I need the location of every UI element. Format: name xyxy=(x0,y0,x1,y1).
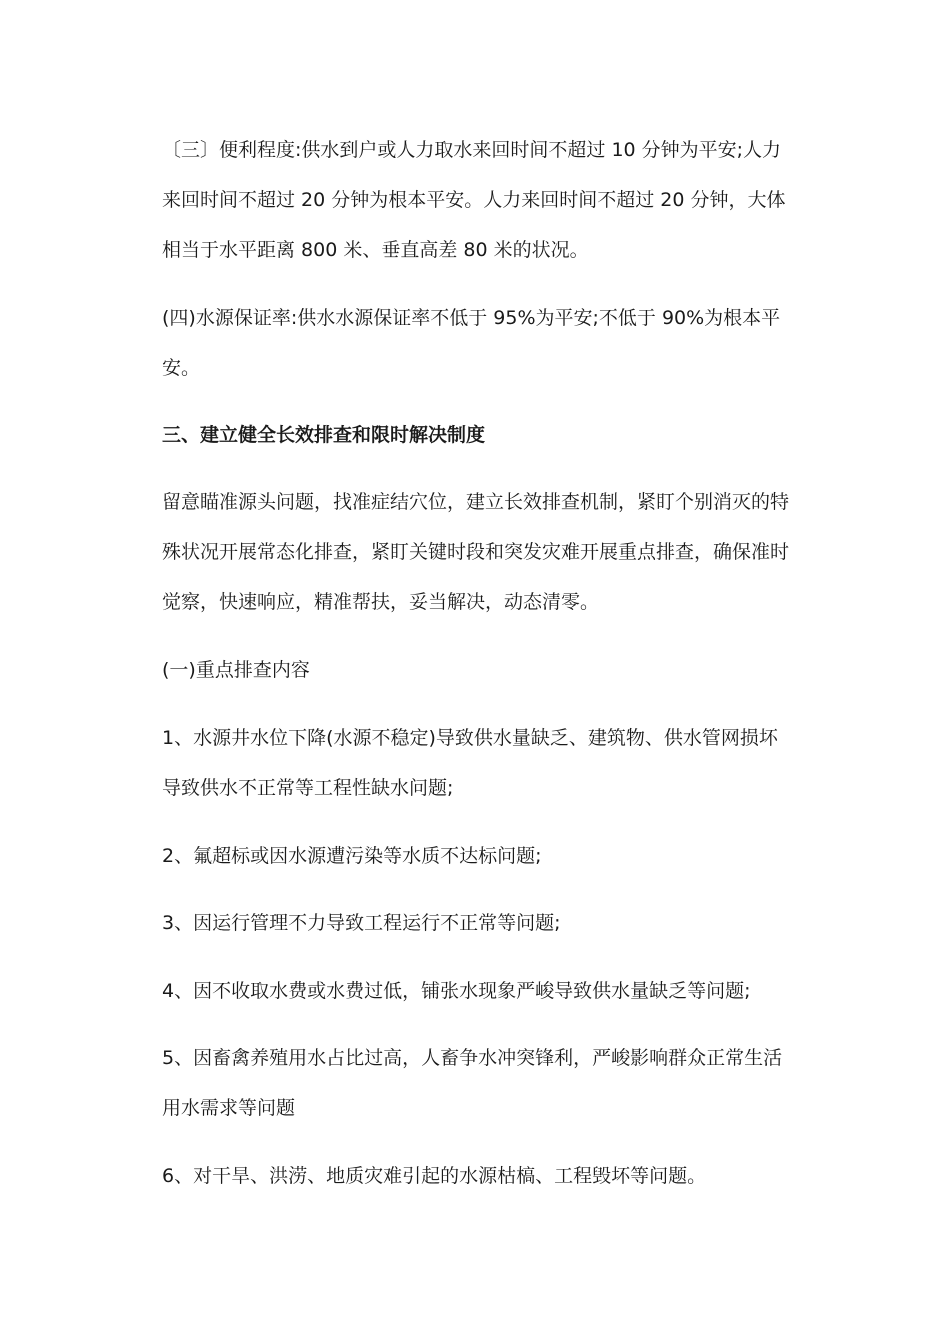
paragraph-water-source-guarantee: (四)水源保证率:供水水源保证率不低于 95%为平安;不低于 90%为根本平安。 xyxy=(162,307,781,379)
list-item: 3、因运行管理不力导致工程运行不正常等问题; xyxy=(162,912,561,934)
list-item: 1、水源井水位下降(水源不稳定)导致供水量缺乏、建筑物、供水管网损坏导致供水不正常等工程性缺水问题; xyxy=(162,727,778,799)
paragraph-investigation-mechanism: 留意瞄准源头问题，找准症结穴位，建立长效排查机制，紧盯个别消灭的特殊状况开展常态化排查，紧盯关键时段和突发灾难开展重点排查，确保准时觉察，快速响应，精准帮扶，妥当解决，动态清零。 xyxy=(162,491,790,613)
list-item: 4、因不收取水费或水费过低，铺张水现象严峻导致供水量缺乏等问题; xyxy=(162,980,751,1002)
list-item: 5、因畜禽养殖用水占比过高，人畜争水冲突锋利，严峻影响群众正常生活用水需求等问题 xyxy=(162,1047,783,1119)
paragraph-convenience: 〔三〕便利程度:供水到户或人力取水来回时间不超过 10 分钟为平安;人力来回时间不超过 20 分钟为根本平安。人力来回时间不超过 20 分钟，大体相当于水平距离 800 米、垂直高差 80 米的状况。 xyxy=(162,139,786,261)
list-item: 6、对干旱、洪涝、地质灾难引起的水源枯槁、工程毁坏等问题。 xyxy=(162,1165,707,1187)
list-item: 2、氟超标或因水源遭污染等水质不达标问题; xyxy=(162,845,542,867)
subheading-key-items: (一)重点排查内容 xyxy=(162,659,310,681)
section-heading: 三、建立健全长效排查和限时解决制度 xyxy=(162,424,486,446)
